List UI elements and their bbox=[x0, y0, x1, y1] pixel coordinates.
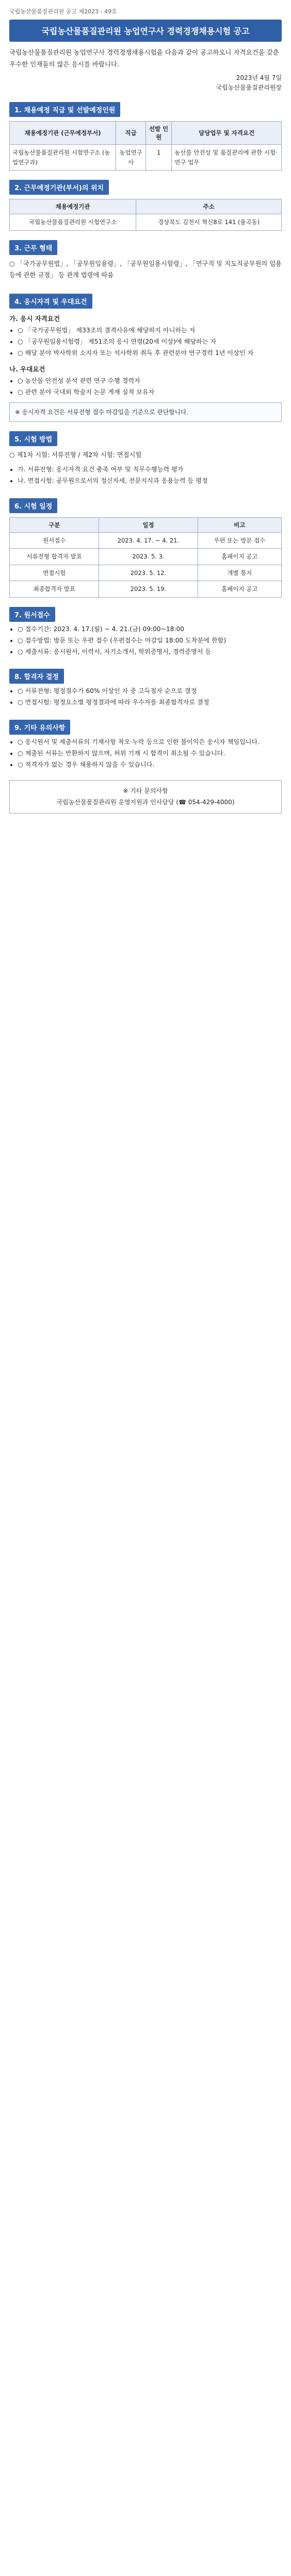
cell-note: 홈페이지 공고 bbox=[198, 581, 282, 597]
cell-stage: 최종합격자 발표 bbox=[10, 581, 99, 597]
cell-note: 개별 통지 bbox=[198, 565, 282, 581]
exam-steps-list bbox=[18, 464, 282, 487]
date-org bbox=[9, 73, 282, 93]
table-row bbox=[10, 581, 282, 597]
section-1-title: 1. 채용예정 직급 및 선발예정인원 bbox=[9, 102, 120, 117]
schedule-table bbox=[9, 517, 282, 598]
list-item: • ○ 응시원서 및 제출서류의 기재사항 착오·누락 등으로 인한 불이익은 응시자 책임입니다. bbox=[18, 737, 282, 748]
cell-date: 2023. 5. 3. bbox=[99, 549, 198, 565]
notice-date: 2023년 4월 7일 bbox=[236, 74, 282, 81]
list-item: • ○ 「국가공무원법」 제33조의 결격사유에 해당하지 아니하는 자 bbox=[18, 325, 282, 336]
cell-stage: 원서접수 bbox=[10, 533, 99, 549]
subsection-title: 가. 응시 자격요건 bbox=[9, 315, 60, 323]
col-header: 담당업무 및 자격요건 bbox=[172, 122, 282, 145]
list-item: • ○ 농산물 안전성 분석 관련 연구 수행 경력자 bbox=[18, 376, 282, 387]
requirements-list bbox=[18, 325, 282, 359]
cell-address: 경상북도 김천시 혁신8로 141 (율곡동) bbox=[136, 214, 282, 230]
section-3-text: ○ 「국가공무원법」, 「공무원임용령」, 「공무원임용시험령」, 「연구직 및 지도직공무원의 임용 등에 관한 규정」 등 관계 법령에 따름 bbox=[9, 260, 282, 279]
note-box: ※ 응시자격 요건은 서류전형 접수 마감일을 기준으로 판단합니다. bbox=[9, 402, 282, 422]
cell-stage: 서류전형 합격자 발표 bbox=[10, 549, 99, 565]
page-title: 국립농산물품질관리원 농업연구사 경력경쟁채용시험 공고 bbox=[9, 20, 282, 42]
preference-list bbox=[18, 376, 282, 398]
list-item: • 나. 면접시험: 공무원으로서의 정신자세, 전문지식과 응용능력 등 평정 bbox=[18, 476, 282, 487]
col-header: 직급 bbox=[116, 122, 146, 145]
cell-org: 국립농산물품질관리원 시험연구소 bbox=[10, 214, 136, 230]
table-row bbox=[10, 549, 282, 565]
col-header: 채용예정기관 (근무예정부서) bbox=[10, 122, 116, 145]
application-list bbox=[18, 624, 282, 658]
issuing-org: 국립농산물품질관리원장 bbox=[216, 84, 282, 92]
cell-date: 2023. 4. 17. ~ 4. 21. bbox=[99, 533, 198, 549]
section-2-title: 2. 근무예정기관(부서)의 위치 bbox=[9, 180, 109, 195]
section-5-text: ○ 제1차 시험: 서류전형 / 제2차 시험: 면접시험 bbox=[9, 451, 142, 459]
list-item: • ○ 제출서류: 응시원서, 이력서, 자기소개서, 학위증명서, 경력증명서 등 bbox=[18, 647, 282, 658]
section-7-title: 7. 원서접수 bbox=[9, 607, 55, 622]
contact-line: 국립농산물품질관리원 운영지원과 인사담당 (☎ 054-429-4000) bbox=[56, 798, 235, 806]
subsection-title: 나. 우대요건 bbox=[9, 365, 45, 373]
list-item: • ○ 「공무원임용시험령」 제51조의 응시 연령(20세 이상)에 해당하는 자 bbox=[18, 336, 282, 348]
contact-title: ※ 기타 문의사항 bbox=[123, 787, 168, 795]
col-header: 주소 bbox=[136, 199, 282, 214]
section-9-title: 9. 기타 유의사항 bbox=[9, 720, 70, 735]
cell-date: 2023. 5. 19. bbox=[99, 581, 198, 597]
col-header: 선발 인원 bbox=[146, 122, 172, 145]
cell-date: 2023. 5. 12. bbox=[99, 565, 198, 581]
col-header: 비고 bbox=[198, 518, 282, 533]
positions-table bbox=[9, 121, 282, 171]
cell-duty: 농산물 안전성 및 품질관리에 관한 시험·연구 업무 bbox=[172, 145, 282, 171]
pass-decision-list bbox=[18, 686, 282, 708]
table-row bbox=[10, 533, 282, 549]
col-header: 일정 bbox=[99, 518, 198, 533]
notice-page bbox=[0, 0, 291, 834]
list-item: • ○ 면접시험: 평정요소별 평정결과에 따라 우수자를 최종합격자로 결정 bbox=[18, 697, 282, 708]
cell-note: 우편 또는 방문 접수 bbox=[198, 533, 282, 549]
list-item: • ○ 제출된 서류는 반환하지 않으며, 허위 기재 시 합격이 취소될 수 있습니다. bbox=[18, 748, 282, 759]
list-item: • ○ 서류전형: 평정점수가 60% 이상인 자 중 고득점자 순으로 결정 bbox=[18, 686, 282, 697]
list-item: • ○ 관련 분야 국내외 학술지 논문 게재 실적 보유자 bbox=[18, 387, 282, 398]
table-row bbox=[10, 214, 282, 230]
col-header: 채용예정기관 bbox=[10, 199, 136, 214]
list-item: • 가. 서류전형: 응시자격 요건 충족 여부 및 직무수행능력 평가 bbox=[18, 464, 282, 476]
cell-org: 국립농산물품질관리원 시험연구소 (농업연구과) bbox=[10, 145, 116, 171]
list-item: • ○ 접수기간: 2023. 4. 17.(월) ~ 4. 21.(금) 09:00~18:00 bbox=[18, 624, 282, 635]
list-item: • ○ 접수방법: 방문 또는 우편 접수 (우편접수는 마감일 18:00 도착분에 한함) bbox=[18, 635, 282, 647]
notes-list bbox=[18, 737, 282, 771]
contact-box bbox=[9, 780, 282, 814]
intro-text: 국립농산물품질관리원 농업연구사 경력경쟁채용시험을 다음과 같이 공고하오니 자격요건을 갖춘 우수한 인재들의 많은 응시를 바랍니다. bbox=[9, 48, 279, 68]
section-4-title: 4. 응시자격 및 우대요건 bbox=[9, 294, 92, 309]
section-3-title: 3. 근무 형태 bbox=[9, 240, 57, 255]
table-row bbox=[10, 145, 282, 171]
list-item: • ○ 적격자가 없는 경우 채용하지 않을 수 있습니다. bbox=[18, 759, 282, 771]
section-6-title: 6. 시험 일정 bbox=[9, 498, 57, 513]
table-row bbox=[10, 565, 282, 581]
section-8-title: 8. 합격자 결정 bbox=[9, 669, 64, 684]
cell-stage: 면접시험 bbox=[10, 565, 99, 581]
location-table bbox=[9, 199, 282, 230]
page-bottom-spacer bbox=[9, 814, 282, 834]
notice-number: 국립농산물품질관리원 공고 제2023 - 49호 bbox=[9, 8, 117, 15]
cell-rank: 농업연구사 bbox=[116, 145, 146, 171]
section-5-title: 5. 시험 방법 bbox=[9, 431, 57, 446]
cell-count: 1 bbox=[146, 145, 172, 171]
list-item: • ○ 해당 분야 박사학위 소지자 또는 석사학위 취득 후 관련분야 연구경력 1년 이상인 자 bbox=[18, 348, 282, 359]
cell-note: 홈페이지 공고 bbox=[198, 549, 282, 565]
col-header: 구분 bbox=[10, 518, 99, 533]
